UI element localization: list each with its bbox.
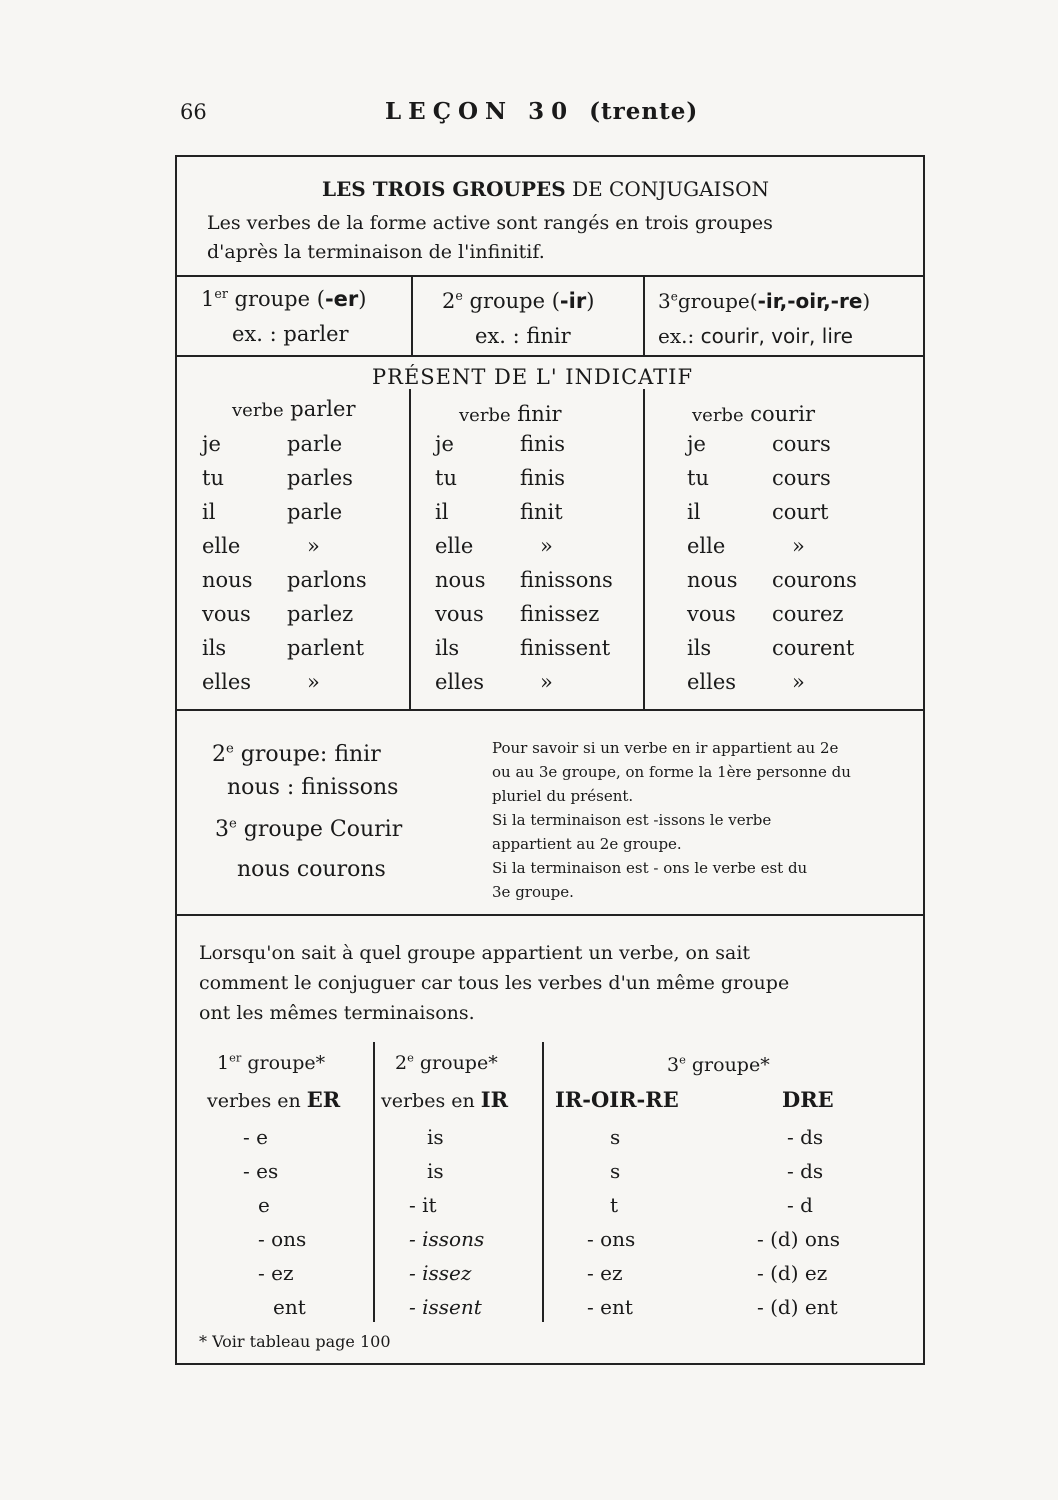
page-number: 66	[180, 100, 207, 124]
verb-form: court	[772, 500, 829, 524]
ending-er: - ons	[258, 1227, 307, 1251]
ending-iroirre: - ons	[587, 1227, 636, 1251]
lesson-subtitle: (trente)	[589, 98, 699, 125]
conjugation-row	[687, 602, 843, 626]
ending-dre: - (d) ez	[757, 1261, 828, 1285]
note-line-7: 3e groupe.	[492, 883, 574, 901]
conjugation-row	[687, 534, 805, 558]
grammar-table	[175, 155, 925, 1365]
ending-iroirre: t	[610, 1193, 619, 1217]
pronoun: tu	[202, 466, 224, 490]
endings-er	[243, 1125, 306, 1329]
note-line-5: appartient au 2e groupe.	[492, 835, 682, 853]
pronoun: elles	[202, 670, 252, 694]
conjugation-row	[687, 466, 831, 490]
summary-line-1: Lorsqu'on sait à quel groupe appartient un verbe, on sait	[199, 942, 751, 964]
compare-group-3-nous: nous courons	[237, 857, 386, 882]
summary-line-3: ont les mêmes terminaisons.	[199, 1002, 475, 1024]
divider	[177, 709, 923, 711]
verb-parler-heading: verbe parler	[232, 397, 356, 421]
group-1-title: 1er groupe (-er)	[201, 286, 367, 311]
endings-ir	[409, 1125, 484, 1329]
pronoun: elles	[435, 670, 485, 694]
pronoun: elle	[202, 534, 241, 558]
conjugation-row	[435, 534, 553, 558]
verb-courir-heading: verbe courir	[692, 402, 816, 426]
ending-dre: - d	[787, 1193, 813, 1217]
ending-ir: - issent	[409, 1295, 482, 1319]
ending-iroirre: - ez	[587, 1261, 623, 1285]
group-3-example: ex.: courir, voir, lire	[658, 324, 853, 348]
pronoun: il	[202, 500, 216, 524]
verb-form: parlons	[287, 568, 367, 592]
pronoun: je	[687, 432, 706, 456]
pronoun: tu	[435, 466, 457, 490]
conjugation-row	[202, 466, 353, 490]
ending-sub-er: verbes en ER	[207, 1087, 341, 1112]
note-line-4: Si la terminaison est -issons le verbe	[492, 811, 772, 829]
ending-iroirre: - ent	[587, 1295, 633, 1319]
pronoun: vous	[435, 602, 484, 626]
divider	[177, 914, 923, 916]
verb-form: courent	[772, 636, 855, 660]
note-line-2: ou au 3e groupe, on forme la 1ère personne du	[492, 763, 851, 781]
footnote: * Voir tableau page 100	[199, 1332, 391, 1351]
verb-finir-heading: verbe finir	[459, 402, 562, 426]
pronoun: nous	[435, 568, 486, 592]
conjugation-row	[687, 636, 854, 660]
pronoun: vous	[202, 602, 251, 626]
ending-ir: - issez	[409, 1261, 472, 1285]
endings-iroirre	[587, 1125, 635, 1329]
verb-form: parlez	[287, 602, 354, 626]
conjugation-row	[435, 466, 565, 490]
column-divider	[411, 275, 413, 355]
page-header	[385, 98, 698, 125]
divider	[177, 355, 923, 357]
conjugation-row	[202, 568, 367, 592]
verb-form: courons	[772, 568, 857, 592]
ending-header-group-1: 1er groupe*	[217, 1050, 326, 1074]
column-divider	[409, 389, 411, 709]
note-line-3: pluriel du présent.	[492, 787, 634, 805]
pronoun: tu	[687, 466, 709, 490]
verb-form: parle	[287, 500, 343, 524]
group-2-example: ex. : finir	[475, 324, 571, 348]
conjugation-row	[202, 636, 364, 660]
ending-er: - e	[243, 1125, 268, 1149]
conjugation-row	[687, 670, 805, 694]
verb-form: parlent	[287, 636, 365, 660]
verb-form: »	[792, 534, 805, 558]
verb-form: parle	[287, 432, 343, 456]
lesson-title: LEÇON 30	[385, 98, 575, 125]
ending-iroirre: s	[610, 1159, 621, 1183]
pronoun: elle	[687, 534, 726, 558]
note-line-1: Pour savoir si un verbe en ir appartient au 2e	[492, 739, 839, 757]
pronoun: je	[202, 432, 221, 456]
ending-header-group-3: 3e groupe*	[667, 1052, 770, 1076]
ending-er: e	[258, 1193, 270, 1217]
ending-iroirre: s	[610, 1125, 621, 1149]
pronoun: ils	[435, 636, 460, 660]
conjugation-row	[687, 568, 857, 592]
verb-form: »	[792, 670, 805, 694]
ending-header-group-2: 2e groupe*	[395, 1050, 498, 1074]
endings-dre	[757, 1125, 840, 1329]
ending-er: ent	[273, 1295, 306, 1319]
pronoun: elles	[687, 670, 737, 694]
conjugation-row	[202, 670, 320, 694]
pronoun: je	[435, 432, 454, 456]
conjugation-row	[202, 534, 320, 558]
column-divider	[643, 275, 645, 355]
verb-form: parles	[287, 466, 353, 490]
divider	[177, 275, 923, 277]
column-divider	[542, 1042, 544, 1322]
ending-ir: - issons	[409, 1227, 485, 1251]
pronoun: vous	[687, 602, 736, 626]
group-1-example: ex. : parler	[232, 322, 349, 346]
note-line-6: Si la terminaison est - ons le verbe est du	[492, 859, 808, 877]
intro-line-2: d'après la terminaison de l'infinitif.	[207, 241, 545, 263]
verb-form: finit	[520, 500, 563, 524]
ending-ir: is	[427, 1159, 444, 1183]
compare-group-2: 2e groupe: finir	[212, 741, 381, 767]
conjugation-row	[435, 432, 565, 456]
intro-heading-bold: LES TROIS GROUPES	[322, 177, 566, 201]
verb-form: »	[540, 670, 553, 694]
conjugation-row	[435, 602, 599, 626]
conjugation-row	[435, 568, 613, 592]
conjugation-row	[687, 500, 828, 524]
pronoun: il	[687, 500, 701, 524]
conjugation-row	[435, 500, 563, 524]
pronoun: il	[435, 500, 449, 524]
ending-dre: - (d) ent	[757, 1295, 838, 1319]
pronoun: ils	[687, 636, 712, 660]
ending-ir: - it	[409, 1193, 437, 1217]
intro-heading-rest: DE CONJUGAISON	[572, 177, 770, 201]
present-title: PRÉSENT DE L' INDICATIF	[372, 365, 694, 389]
ending-sub-iroirre: IR-OIR-RE	[555, 1087, 679, 1112]
verb-form: cours	[772, 432, 831, 456]
compare-group-3: 3e groupe Courir	[215, 816, 403, 842]
conjugation-row	[202, 602, 353, 626]
ending-sub-dre: DRE	[782, 1087, 834, 1112]
verb-form: »	[307, 670, 320, 694]
ending-er: - es	[243, 1159, 279, 1183]
verb-form: finissent	[520, 636, 611, 660]
verb-form: »	[540, 534, 553, 558]
ending-dre: - ds	[787, 1159, 824, 1183]
compare-group-2-nous: nous : finissons	[227, 775, 399, 800]
pronoun: elle	[435, 534, 474, 558]
conjugation-row	[687, 432, 831, 456]
verb-form: cours	[772, 466, 831, 490]
conjugation-row	[202, 500, 342, 524]
conjugation-row	[435, 636, 610, 660]
intro-heading	[322, 177, 769, 201]
column-divider	[373, 1042, 375, 1322]
ending-dre: - (d) ons	[757, 1227, 841, 1251]
verb-form: finis	[520, 466, 566, 490]
intro-line-1: Les verbes de la forme active sont rangés en trois groupes	[207, 212, 773, 234]
verb-form: finissons	[520, 568, 613, 592]
ending-ir: is	[427, 1125, 444, 1149]
ending-sub-ir: verbes en IR	[381, 1087, 509, 1112]
summary-line-2: comment le conjuguer car tous les verbes d'un même groupe	[199, 972, 790, 994]
group-2-title: 2e groupe (-ir)	[442, 288, 595, 313]
conjugation-row	[435, 670, 553, 694]
ending-dre: - ds	[787, 1125, 824, 1149]
pronoun: ils	[202, 636, 227, 660]
verb-form: finissez	[520, 602, 600, 626]
verb-form: finis	[520, 432, 566, 456]
pronoun: nous	[687, 568, 738, 592]
verb-form: courez	[772, 602, 844, 626]
verb-form: »	[307, 534, 320, 558]
column-divider	[643, 389, 645, 709]
ending-er: - ez	[258, 1261, 294, 1285]
group-3-title: 3egroupe(-ir,-oir,-re)	[658, 289, 871, 313]
pronoun: nous	[202, 568, 253, 592]
conjugation-row	[202, 432, 342, 456]
